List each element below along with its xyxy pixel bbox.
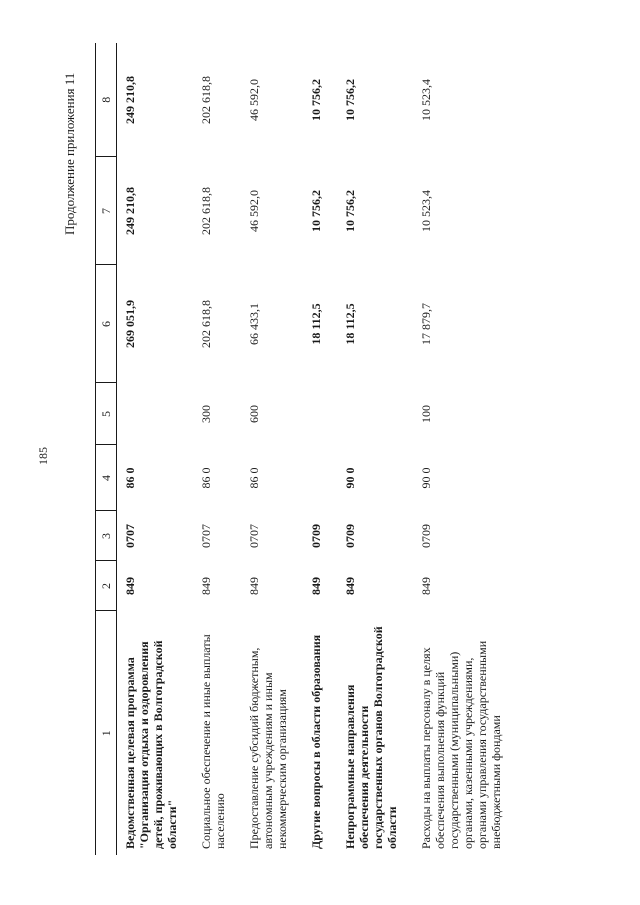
row-name: Предоставление субсидий бюджетным, автономным учреждениям и иным некоммерческим организациям	[247, 647, 289, 849]
row-target-code: 86 0	[199, 467, 213, 489]
column-header: 8	[96, 43, 117, 157]
row-amount-3: 46 592,0	[247, 79, 261, 121]
row-amount-2: 10 523,4	[419, 190, 433, 232]
table-row	[413, 43, 517, 855]
row-admin-code: 849	[247, 577, 261, 595]
row-amount-3: 10 756,2	[343, 79, 357, 121]
row-section-code: 0709	[309, 524, 323, 548]
row-amount-1: 18 112,5	[309, 303, 323, 345]
row-target-code	[303, 445, 337, 511]
page-number: 185	[36, 447, 50, 465]
row-section-code: 0709	[343, 524, 357, 548]
row-amount-1: 202 618,8	[199, 300, 213, 348]
row-amount-3: 202 618,8	[199, 76, 213, 124]
row-amount-1: 17 879,7	[419, 303, 433, 345]
column-header: 4	[96, 445, 117, 511]
table-row	[117, 43, 194, 855]
row-admin-code: 849	[309, 577, 323, 595]
row-section-code: 0709	[419, 524, 433, 548]
row-amount-3: 10 756,2	[309, 79, 323, 121]
row-name: Ведомственная целевая программа "Организация отдыха и оздоровления детей, проживающих в Волгоградской области"	[123, 640, 179, 849]
row-expense-type: 100	[419, 405, 433, 423]
row-amount-2: 10 756,2	[309, 190, 323, 232]
budget-table	[95, 43, 517, 855]
row-expense-type: 600	[247, 405, 261, 423]
column-header: 7	[96, 157, 117, 265]
row-amount-1: 269 051,9	[123, 300, 137, 348]
row-section-code: 0707	[247, 524, 261, 548]
row-amount-3: 10 523,4	[419, 79, 433, 121]
row-admin-code: 849	[123, 577, 137, 595]
row-section-code: 0707	[123, 524, 137, 548]
row-admin-code: 849	[199, 577, 213, 595]
row-amount-1: 18 112,5	[343, 303, 357, 345]
column-header: 6	[96, 265, 117, 383]
row-name: Социальное обеспечение и иные выплаты населению	[199, 634, 227, 849]
column-number-row	[96, 43, 117, 855]
row-expense-type	[117, 383, 194, 445]
row-admin-code: 849	[343, 577, 357, 595]
row-amount-2: 46 592,0	[247, 190, 261, 232]
column-header: 5	[96, 383, 117, 445]
column-header: 3	[96, 511, 117, 561]
column-header: 2	[96, 561, 117, 611]
row-amount-3: 249 210,8	[123, 76, 137, 124]
row-amount-2: 202 618,8	[199, 187, 213, 235]
row-amount-2: 249 210,8	[123, 187, 137, 235]
row-name: Расходы на выплаты персоналу в целях обеспечения выполнения функций государственными (муниципальными) органами, казенными учреждениями, органами управления государственными внебюджетными фондами	[419, 640, 503, 849]
row-target-code: 86 0	[247, 467, 261, 489]
column-header: 1	[96, 611, 117, 855]
row-amount-2: 10 756,2	[343, 190, 357, 232]
row-amount-1: 66 433,1	[247, 303, 261, 345]
table-row	[303, 43, 337, 855]
table-row	[193, 43, 241, 855]
row-expense-type: 300	[199, 405, 213, 423]
row-target-code: 90 0	[419, 467, 433, 489]
row-name: Другие вопросы в области образования	[309, 634, 323, 849]
row-admin-code: 849	[419, 577, 433, 595]
row-expense-type	[303, 383, 337, 445]
table-row	[337, 43, 413, 855]
row-target-code: 86 0	[123, 467, 137, 489]
row-target-code: 90 0	[343, 467, 357, 489]
table-row	[241, 43, 303, 855]
row-expense-type	[337, 383, 413, 445]
continuation-label: Продолжение приложения 11	[62, 72, 77, 235]
row-section-code: 0707	[199, 524, 213, 548]
row-name: Непрограммные направления обеспечения деятельности государственных органов Волгоградской области	[343, 626, 399, 849]
